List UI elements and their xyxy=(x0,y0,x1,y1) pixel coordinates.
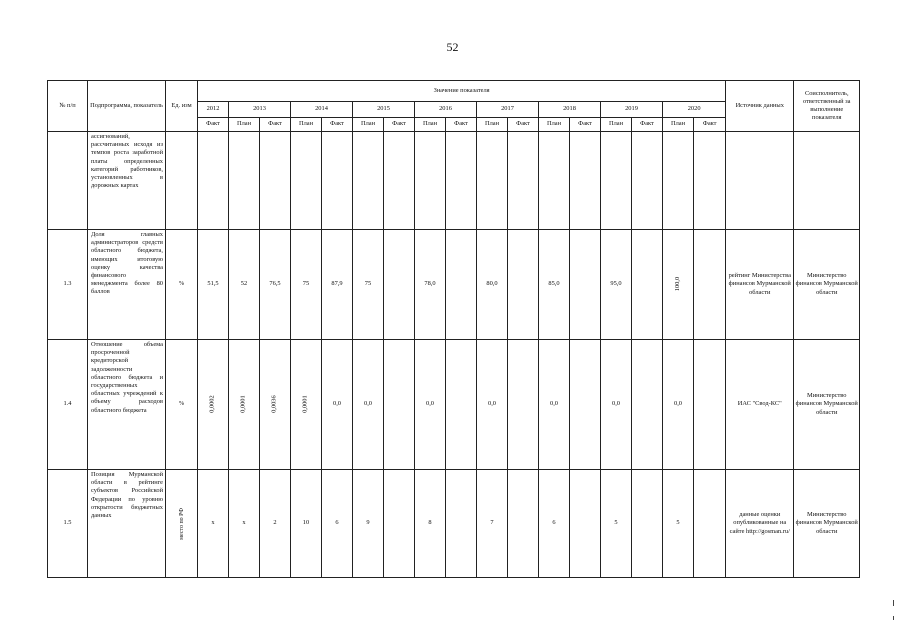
table-row xyxy=(48,230,860,340)
header-source: Источник данных xyxy=(726,81,794,132)
row-value: 0,0 xyxy=(539,340,570,470)
row-value xyxy=(198,340,229,470)
row-unit: % xyxy=(166,230,198,340)
header-year: 2014 xyxy=(291,102,353,118)
indicator-table xyxy=(47,80,860,578)
row-value: 75 xyxy=(353,230,384,340)
row-value xyxy=(508,230,539,340)
row-value: 6 xyxy=(322,470,353,578)
row-source: рейтинг Министерства финансов Мурманской области xyxy=(726,230,794,340)
row-unit-label: место по РФ xyxy=(179,507,186,540)
row-value: 10 xyxy=(291,470,322,578)
row-value xyxy=(384,470,415,578)
header-subcol: План xyxy=(415,118,446,132)
header-subcol: Факт xyxy=(508,118,539,132)
row-value: 95,0 xyxy=(601,230,632,340)
row-value-label: 100,0 xyxy=(673,277,681,292)
edge-mark xyxy=(893,616,894,620)
header-year: 2018 xyxy=(539,102,601,118)
header-year: 2020 xyxy=(663,102,726,118)
row-value xyxy=(322,132,353,230)
row-value: 0,0 xyxy=(322,340,353,470)
header-responsible: Соисполнитель, ответственный за выполнение показателя xyxy=(794,81,860,132)
header-subcol: План xyxy=(663,118,694,132)
header-subcol: План xyxy=(601,118,632,132)
row-num: 1.3 xyxy=(48,230,88,340)
header-subcol: Факт xyxy=(322,118,353,132)
row-value xyxy=(570,132,601,230)
row-value xyxy=(539,132,570,230)
row-value xyxy=(570,340,601,470)
row-value-label: 0,0002 xyxy=(208,395,216,414)
row-value: 6 xyxy=(539,470,570,578)
table-row xyxy=(48,470,860,578)
row-value: 0,0 xyxy=(477,340,508,470)
row-value xyxy=(446,340,477,470)
row-value: 80,0 xyxy=(477,230,508,340)
row-value xyxy=(632,340,663,470)
header-subcol: Факт xyxy=(694,118,726,132)
header-subprogram: Подпрограмма, показатель xyxy=(88,81,166,132)
row-responsible xyxy=(794,132,860,230)
row-value xyxy=(260,340,291,470)
header-subcol: Факт xyxy=(384,118,415,132)
row-responsible: Министерство финансов Мурманской области xyxy=(794,340,860,470)
header-year: 2015 xyxy=(353,102,415,118)
row-value-label: 0,0001 xyxy=(301,395,309,414)
header-subcol: План xyxy=(291,118,322,132)
row-value xyxy=(570,470,601,578)
header-unit: Ед. изм xyxy=(166,81,198,132)
header-subcol: План xyxy=(353,118,384,132)
row-value: 51,5 xyxy=(198,230,229,340)
row-num: 1.5 xyxy=(48,470,88,578)
row-value xyxy=(508,132,539,230)
row-value xyxy=(508,340,539,470)
row-value xyxy=(632,230,663,340)
row-value xyxy=(415,132,446,230)
row-value xyxy=(663,132,694,230)
row-value xyxy=(694,132,726,230)
row-responsible: Министерство финансов Мурманской области xyxy=(794,470,860,578)
row-subprogram: Позиция Мурманской области в рейтинге субъектов Российской Федерации по уровню открытости бюджетных данных xyxy=(88,470,166,578)
row-value: 0,0 xyxy=(415,340,446,470)
row-unit xyxy=(166,470,198,578)
row-value: 52 xyxy=(229,230,260,340)
row-value xyxy=(446,132,477,230)
header-year: 2012 xyxy=(198,102,229,118)
row-unit: % xyxy=(166,340,198,470)
row-value: 0,0 xyxy=(663,340,694,470)
header-value-group: Значение показателя xyxy=(198,81,726,102)
header-subcol: Факт xyxy=(632,118,663,132)
row-value-label: 0,0001 xyxy=(239,395,247,414)
row-num: 1.4 xyxy=(48,340,88,470)
page-number: 52 xyxy=(446,40,459,54)
header-subcol: План xyxy=(477,118,508,132)
row-value: 0,0 xyxy=(353,340,384,470)
row-value xyxy=(446,230,477,340)
row-value xyxy=(632,470,663,578)
row-value xyxy=(198,132,229,230)
row-value xyxy=(446,470,477,578)
row-source: данные оценки опубликованные на сайте http://gosman.ru/ xyxy=(726,470,794,578)
row-value xyxy=(601,132,632,230)
header-year: 2016 xyxy=(415,102,477,118)
row-value: 9 xyxy=(353,470,384,578)
row-value xyxy=(694,340,726,470)
row-responsible: Министерство финансов Мурманской области xyxy=(794,230,860,340)
header-subcol: План xyxy=(539,118,570,132)
row-value: 7 xyxy=(477,470,508,578)
row-value: 5 xyxy=(601,470,632,578)
header-year: 2019 xyxy=(601,102,663,118)
row-value xyxy=(477,132,508,230)
row-value xyxy=(508,470,539,578)
row-subprogram: Отношение объема просроченной кредиторской задолженности областного бюджета и государственных областных учреждений к объему расходов областного бюджета xyxy=(88,340,166,470)
row-subprogram: Доля главных администраторов средств областного бюджета, имеющих итоговую оценку качества финансового менеджмента более 80 баллов xyxy=(88,230,166,340)
row-value: 75 xyxy=(291,230,322,340)
row-value xyxy=(694,470,726,578)
row-value xyxy=(353,132,384,230)
row-value xyxy=(663,230,694,340)
row-value xyxy=(260,132,291,230)
header-subcol: Факт xyxy=(570,118,601,132)
edge-mark xyxy=(893,600,894,606)
table-row xyxy=(48,340,860,470)
row-value xyxy=(632,132,663,230)
row-value xyxy=(384,340,415,470)
header-num: № п/п xyxy=(48,81,88,132)
header-year: 2013 xyxy=(229,102,291,118)
row-value: 0,0 xyxy=(601,340,632,470)
row-unit xyxy=(166,132,198,230)
row-value: 87,9 xyxy=(322,230,353,340)
row-value-label: 0,0036 xyxy=(270,395,278,414)
row-source xyxy=(726,132,794,230)
header-subcol: План xyxy=(229,118,260,132)
row-value xyxy=(570,230,601,340)
header-subcol: Факт xyxy=(446,118,477,132)
row-value xyxy=(291,340,322,470)
row-num xyxy=(48,132,88,230)
row-value xyxy=(384,132,415,230)
header-subcol: Факт xyxy=(260,118,291,132)
row-value: 76,5 xyxy=(260,230,291,340)
row-value xyxy=(229,132,260,230)
row-value: 8 xyxy=(415,470,446,578)
row-value: 78,0 xyxy=(415,230,446,340)
row-value: 85,0 xyxy=(539,230,570,340)
row-value xyxy=(291,132,322,230)
table-row xyxy=(48,132,860,230)
row-value: x xyxy=(198,470,229,578)
row-subprogram: ассигнований, рассчитанных исходя из темпов роста заработной платы определенных категорий работников, установленных в дорожных картах xyxy=(88,132,166,230)
row-value: 5 xyxy=(663,470,694,578)
header-subcol: Факт xyxy=(198,118,229,132)
row-value xyxy=(694,230,726,340)
row-value xyxy=(384,230,415,340)
row-source: ИАС "Свод-КС" xyxy=(726,340,794,470)
row-value xyxy=(229,340,260,470)
row-value: 2 xyxy=(260,470,291,578)
header-year: 2017 xyxy=(477,102,539,118)
row-value: x xyxy=(229,470,260,578)
